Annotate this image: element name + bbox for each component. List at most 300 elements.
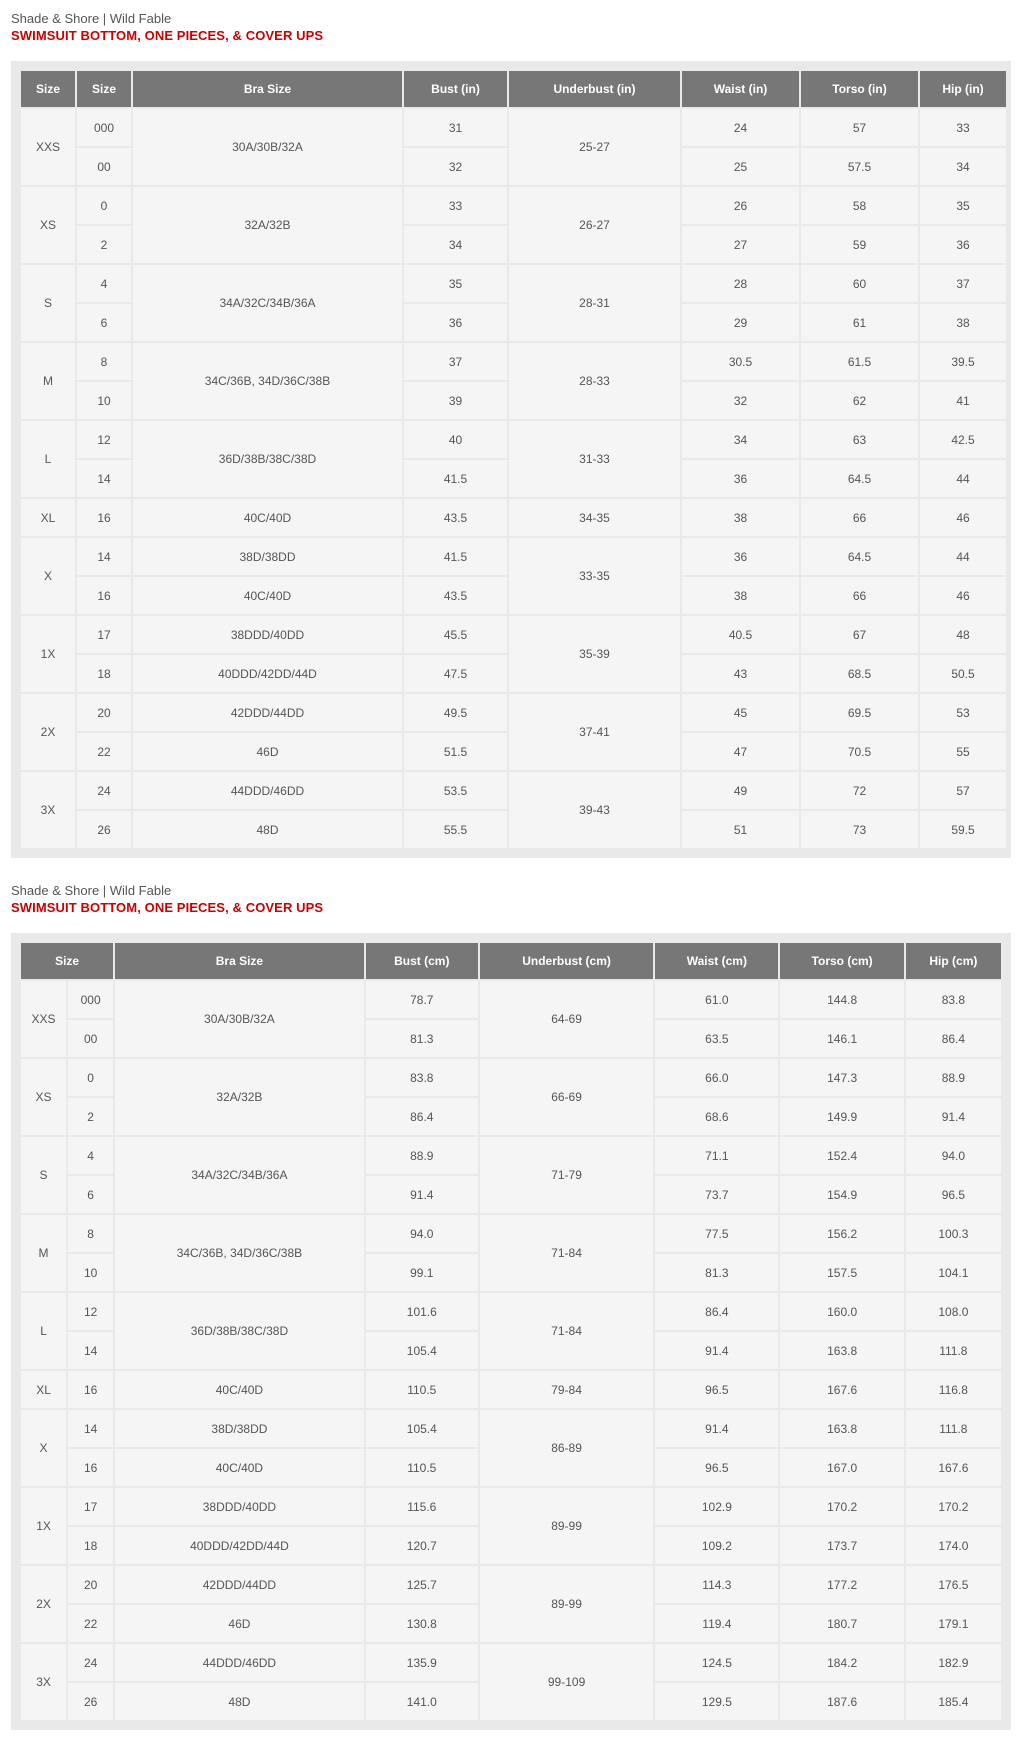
size-number-cell: 8 xyxy=(68,1215,113,1252)
underbust-cell: 25-27 xyxy=(509,109,680,185)
table-row xyxy=(21,981,1001,1018)
chart-title: SWIMSUIT BOTTOM, ONE PIECES, & COVER UPS xyxy=(11,900,324,915)
hip-cell: 176.5 xyxy=(906,1566,1001,1603)
table-row xyxy=(21,538,1006,575)
torso-cell: 67 xyxy=(801,616,918,653)
waist-cell: 66.0 xyxy=(655,1059,778,1096)
table-row xyxy=(21,1371,1001,1408)
size-label-cell: M xyxy=(21,343,75,419)
torso-cell: 156.2 xyxy=(780,1215,903,1252)
torso-cell: 144.8 xyxy=(780,981,903,1018)
size-number-cell: 14 xyxy=(77,460,131,497)
waist-cell: 26 xyxy=(682,187,799,224)
bra-size-cell: 42DDD/44DD xyxy=(133,694,402,731)
torso-cell: 146.1 xyxy=(780,1020,903,1057)
waist-cell: 36 xyxy=(682,538,799,575)
bust-cell: 35 xyxy=(404,265,507,302)
header-hip: Hip (cm) xyxy=(906,943,1001,979)
waist-cell: 109.2 xyxy=(655,1527,778,1564)
header-size: Size xyxy=(21,943,113,979)
size-label-cell: 2X xyxy=(21,694,75,770)
bust-cell: 110.5 xyxy=(366,1371,478,1408)
hip-cell: 185.4 xyxy=(906,1683,1001,1720)
torso-cell: 149.9 xyxy=(780,1098,903,1135)
inches-size-chart-section xyxy=(11,10,1011,858)
size-table-centimeters xyxy=(19,941,1003,1722)
bust-cell: 53.5 xyxy=(404,772,507,809)
size-number-cell: 2 xyxy=(68,1098,113,1135)
underbust-cell: 71-79 xyxy=(480,1137,653,1213)
underbust-cell: 39-43 xyxy=(509,772,680,848)
size-number-cell: 000 xyxy=(77,109,131,146)
bra-size-cell: 40C/40D xyxy=(115,1449,364,1486)
size-number-cell: 6 xyxy=(68,1176,113,1213)
size-number-cell: 16 xyxy=(77,499,131,536)
table-row xyxy=(21,1137,1001,1174)
size-number-cell: 17 xyxy=(68,1488,113,1525)
underbust-cell: 28-33 xyxy=(509,343,680,419)
table-row xyxy=(21,109,1006,146)
bra-size-cell: 46D xyxy=(133,733,402,770)
size-number-cell: 12 xyxy=(68,1293,113,1330)
underbust-cell: 89-99 xyxy=(480,1566,653,1642)
size-label-cell: XXS xyxy=(21,981,66,1057)
header-torso: Torso (in) xyxy=(801,71,918,107)
bust-cell: 36 xyxy=(404,304,507,341)
torso-cell: 60 xyxy=(801,265,918,302)
hip-cell: 37 xyxy=(920,265,1006,302)
bust-cell: 101.6 xyxy=(366,1293,478,1330)
hip-cell: 111.8 xyxy=(906,1332,1001,1369)
torso-cell: 173.7 xyxy=(780,1527,903,1564)
header-underbust: Underbust (in) xyxy=(509,71,680,107)
hip-cell: 53 xyxy=(920,694,1006,731)
table-row xyxy=(21,1410,1001,1447)
bra-size-cell: 36D/38B/38C/38D xyxy=(115,1293,364,1369)
underbust-cell: 71-84 xyxy=(480,1293,653,1369)
underbust-cell: 64-69 xyxy=(480,981,653,1057)
size-number-cell: 2 xyxy=(77,226,131,263)
waist-cell: 91.4 xyxy=(655,1332,778,1369)
hip-cell: 57 xyxy=(920,772,1006,809)
waist-cell: 24 xyxy=(682,109,799,146)
torso-cell: 187.6 xyxy=(780,1683,903,1720)
header-waist: Waist (cm) xyxy=(655,943,778,979)
table-row xyxy=(21,1644,1001,1681)
size-label-cell: L xyxy=(21,1293,66,1369)
header-waist: Waist (in) xyxy=(682,71,799,107)
size-number-cell: 22 xyxy=(77,733,131,770)
brand-line: Shade & Shore | Wild Fable xyxy=(11,883,172,898)
bra-size-cell: 44DDD/46DD xyxy=(115,1644,364,1681)
torso-cell: 157.5 xyxy=(780,1254,903,1291)
size-label-cell: 3X xyxy=(21,1644,66,1720)
bust-cell: 51.5 xyxy=(404,733,507,770)
size-number-cell: 6 xyxy=(77,304,131,341)
header-bust: Bust (in) xyxy=(404,71,507,107)
hip-cell: 35 xyxy=(920,187,1006,224)
size-number-cell: 14 xyxy=(68,1410,113,1447)
hip-cell: 33 xyxy=(920,109,1006,146)
size-number-cell: 4 xyxy=(68,1137,113,1174)
size-label-cell: 2X xyxy=(21,1566,66,1642)
underbust-cell: 66-69 xyxy=(480,1059,653,1135)
chart-title: SWIMSUIT BOTTOM, ONE PIECES, & COVER UPS xyxy=(11,28,324,43)
waist-cell: 102.9 xyxy=(655,1488,778,1525)
hip-cell: 116.8 xyxy=(906,1371,1001,1408)
bust-cell: 81.3 xyxy=(366,1020,478,1057)
hip-cell: 46 xyxy=(920,577,1006,614)
bust-cell: 55.5 xyxy=(404,811,507,848)
bust-cell: 130.8 xyxy=(366,1605,478,1642)
table-panel xyxy=(11,933,1011,1730)
size-label-cell: S xyxy=(21,265,75,341)
bust-cell: 105.4 xyxy=(366,1332,478,1369)
size-number-cell: 26 xyxy=(68,1683,113,1720)
hip-cell: 41 xyxy=(920,382,1006,419)
waist-cell: 34 xyxy=(682,421,799,458)
table-row xyxy=(21,616,1006,653)
size-number-cell: 26 xyxy=(77,811,131,848)
waist-cell: 51 xyxy=(682,811,799,848)
size-number-cell: 00 xyxy=(77,148,131,185)
bra-size-cell: 44DDD/46DD xyxy=(133,772,402,809)
torso-cell: 63 xyxy=(801,421,918,458)
size-label-cell: 3X xyxy=(21,772,75,848)
bust-cell: 110.5 xyxy=(366,1449,478,1486)
waist-cell: 49 xyxy=(682,772,799,809)
size-table-inches xyxy=(19,69,1008,850)
hip-cell: 34 xyxy=(920,148,1006,185)
size-number-cell: 24 xyxy=(77,772,131,809)
hip-cell: 108.0 xyxy=(906,1293,1001,1330)
underbust-cell: 99-109 xyxy=(480,1644,653,1720)
waist-cell: 30.5 xyxy=(682,343,799,380)
header-hip: Hip (in) xyxy=(920,71,1006,107)
waist-cell: 28 xyxy=(682,265,799,302)
size-label-cell: S xyxy=(21,1137,66,1213)
bra-size-cell: 32A/32B xyxy=(133,187,402,263)
bust-cell: 83.8 xyxy=(366,1059,478,1096)
bra-size-cell: 30A/30B/32A xyxy=(115,981,364,1057)
hip-cell: 55 xyxy=(920,733,1006,770)
waist-cell: 63.5 xyxy=(655,1020,778,1057)
hip-cell: 174.0 xyxy=(906,1527,1001,1564)
size-label-cell: XS xyxy=(21,187,75,263)
bra-size-cell: 38D/38DD xyxy=(133,538,402,575)
size-number-cell: 0 xyxy=(68,1059,113,1096)
hip-cell: 94.0 xyxy=(906,1137,1001,1174)
size-number-cell: 0 xyxy=(77,187,131,224)
waist-cell: 124.5 xyxy=(655,1644,778,1681)
bust-cell: 39 xyxy=(404,382,507,419)
waist-cell: 129.5 xyxy=(655,1683,778,1720)
bust-cell: 37 xyxy=(404,343,507,380)
size-label-cell: 1X xyxy=(21,616,75,692)
table-row xyxy=(21,694,1006,731)
header-torso: Torso (cm) xyxy=(780,943,903,979)
table-row xyxy=(21,1059,1001,1096)
underbust-cell: 26-27 xyxy=(509,187,680,263)
size-number-cell: 16 xyxy=(68,1371,113,1408)
torso-cell: 163.8 xyxy=(780,1410,903,1447)
hip-cell: 46 xyxy=(920,499,1006,536)
hip-cell: 83.8 xyxy=(906,981,1001,1018)
bra-size-cell: 34C/36B, 34D/36C/38B xyxy=(115,1215,364,1291)
hip-cell: 104.1 xyxy=(906,1254,1001,1291)
waist-cell: 81.3 xyxy=(655,1254,778,1291)
torso-cell: 177.2 xyxy=(780,1566,903,1603)
bust-cell: 49.5 xyxy=(404,694,507,731)
bust-cell: 45.5 xyxy=(404,616,507,653)
bra-size-cell: 38D/38DD xyxy=(115,1410,364,1447)
underbust-cell: 28-31 xyxy=(509,265,680,341)
bust-cell: 78.7 xyxy=(366,981,478,1018)
bust-cell: 34 xyxy=(404,226,507,263)
torso-cell: 66 xyxy=(801,499,918,536)
size-number-cell: 24 xyxy=(68,1644,113,1681)
centimeters-size-chart-section xyxy=(11,882,1011,1730)
bra-size-cell: 42DDD/44DD xyxy=(115,1566,364,1603)
hip-cell: 182.9 xyxy=(906,1644,1001,1681)
bra-size-cell: 40DDD/42DD/44D xyxy=(115,1527,364,1564)
waist-cell: 96.5 xyxy=(655,1371,778,1408)
hip-cell: 96.5 xyxy=(906,1176,1001,1213)
bust-cell: 141.0 xyxy=(366,1683,478,1720)
hip-cell: 48 xyxy=(920,616,1006,653)
table-row xyxy=(21,343,1006,380)
size-number-cell: 20 xyxy=(68,1566,113,1603)
bust-cell: 41.5 xyxy=(404,460,507,497)
size-number-cell: 16 xyxy=(68,1449,113,1486)
size-number-cell: 14 xyxy=(77,538,131,575)
underbust-cell: 31-33 xyxy=(509,421,680,497)
torso-cell: 163.8 xyxy=(780,1332,903,1369)
waist-cell: 61.0 xyxy=(655,981,778,1018)
underbust-cell: 34-35 xyxy=(509,499,680,536)
torso-cell: 62 xyxy=(801,382,918,419)
bra-size-cell: 38DDD/40DD xyxy=(115,1488,364,1525)
bust-cell: 41.5 xyxy=(404,538,507,575)
table-row xyxy=(21,187,1006,224)
size-number-cell: 10 xyxy=(77,382,131,419)
bra-size-cell: 40C/40D xyxy=(133,499,402,536)
torso-cell: 147.3 xyxy=(780,1059,903,1096)
underbust-cell: 86-89 xyxy=(480,1410,653,1486)
size-label-cell: XL xyxy=(21,1371,66,1408)
waist-cell: 27 xyxy=(682,226,799,263)
table-row xyxy=(21,421,1006,458)
size-number-cell: 4 xyxy=(77,265,131,302)
size-number-cell: 17 xyxy=(77,616,131,653)
waist-cell: 86.4 xyxy=(655,1293,778,1330)
waist-cell: 96.5 xyxy=(655,1449,778,1486)
size-number-cell: 14 xyxy=(68,1332,113,1369)
waist-cell: 29 xyxy=(682,304,799,341)
underbust-cell: 33-35 xyxy=(509,538,680,614)
torso-cell: 184.2 xyxy=(780,1644,903,1681)
table-panel xyxy=(11,61,1011,858)
bra-size-cell: 34C/36B, 34D/36C/38B xyxy=(133,343,402,419)
waist-cell: 38 xyxy=(682,499,799,536)
size-label-cell: XS xyxy=(21,1059,66,1135)
hip-cell: 88.9 xyxy=(906,1059,1001,1096)
waist-cell: 25 xyxy=(682,148,799,185)
size-number-cell: 20 xyxy=(77,694,131,731)
size-label-cell: XL xyxy=(21,499,75,536)
size-number-cell: 00 xyxy=(68,1020,113,1057)
header-bust: Bust (cm) xyxy=(366,943,478,979)
waist-cell: 36 xyxy=(682,460,799,497)
bust-cell: 115.6 xyxy=(366,1488,478,1525)
waist-cell: 43 xyxy=(682,655,799,692)
bust-cell: 33 xyxy=(404,187,507,224)
hip-cell: 59.5 xyxy=(920,811,1006,848)
torso-cell: 57 xyxy=(801,109,918,146)
header-underbust: Underbust (cm) xyxy=(480,943,653,979)
bust-cell: 99.1 xyxy=(366,1254,478,1291)
torso-cell: 64.5 xyxy=(801,538,918,575)
header-bra-size: Bra Size xyxy=(133,71,402,107)
table-row xyxy=(21,499,1006,536)
waist-cell: 77.5 xyxy=(655,1215,778,1252)
bra-size-cell: 32A/32B xyxy=(115,1059,364,1135)
bust-cell: 120.7 xyxy=(366,1527,478,1564)
bust-cell: 88.9 xyxy=(366,1137,478,1174)
torso-cell: 152.4 xyxy=(780,1137,903,1174)
torso-cell: 61.5 xyxy=(801,343,918,380)
hip-cell: 167.6 xyxy=(906,1449,1001,1486)
bra-size-cell: 36D/38B/38C/38D xyxy=(133,421,402,497)
size-number-cell: 16 xyxy=(77,577,131,614)
bra-size-cell: 46D xyxy=(115,1605,364,1642)
torso-cell: 73 xyxy=(801,811,918,848)
size-number-cell: 12 xyxy=(77,421,131,458)
hip-cell: 100.3 xyxy=(906,1215,1001,1252)
waist-cell: 40.5 xyxy=(682,616,799,653)
torso-cell: 154.9 xyxy=(780,1176,903,1213)
torso-cell: 59 xyxy=(801,226,918,263)
hip-cell: 44 xyxy=(920,538,1006,575)
bra-size-cell: 40C/40D xyxy=(115,1371,364,1408)
hip-cell: 111.8 xyxy=(906,1410,1001,1447)
torso-cell: 69.5 xyxy=(801,694,918,731)
bust-cell: 43.5 xyxy=(404,577,507,614)
size-number-cell: 18 xyxy=(77,655,131,692)
underbust-cell: 71-84 xyxy=(480,1215,653,1291)
size-number-cell: 10 xyxy=(68,1254,113,1291)
table-row xyxy=(21,1293,1001,1330)
bust-cell: 135.9 xyxy=(366,1644,478,1681)
waist-cell: 71.1 xyxy=(655,1137,778,1174)
underbust-cell: 35-39 xyxy=(509,616,680,692)
torso-cell: 66 xyxy=(801,577,918,614)
size-number-cell: 000 xyxy=(68,981,113,1018)
hip-cell: 44 xyxy=(920,460,1006,497)
waist-cell: 73.7 xyxy=(655,1176,778,1213)
waist-cell: 38 xyxy=(682,577,799,614)
bust-cell: 40 xyxy=(404,421,507,458)
table-row xyxy=(21,265,1006,302)
torso-cell: 72 xyxy=(801,772,918,809)
torso-cell: 58 xyxy=(801,187,918,224)
underbust-cell: 89-99 xyxy=(480,1488,653,1564)
header-bra-size: Bra Size xyxy=(115,943,364,979)
waist-cell: 91.4 xyxy=(655,1410,778,1447)
bust-cell: 94.0 xyxy=(366,1215,478,1252)
hip-cell: 36 xyxy=(920,226,1006,263)
brand-line: Shade & Shore | Wild Fable xyxy=(11,11,172,26)
bra-size-cell: 38DDD/40DD xyxy=(133,616,402,653)
torso-cell: 180.7 xyxy=(780,1605,903,1642)
bust-cell: 86.4 xyxy=(366,1098,478,1135)
size-label-cell: 1X xyxy=(21,1488,66,1564)
torso-cell: 167.6 xyxy=(780,1371,903,1408)
size-number-cell: 8 xyxy=(77,343,131,380)
bra-size-cell: 40C/40D xyxy=(133,577,402,614)
size-label-cell: XXS xyxy=(21,109,75,185)
size-label-cell: M xyxy=(21,1215,66,1291)
torso-cell: 167.0 xyxy=(780,1449,903,1486)
bust-cell: 91.4 xyxy=(366,1176,478,1213)
waist-cell: 68.6 xyxy=(655,1098,778,1135)
bust-cell: 43.5 xyxy=(404,499,507,536)
bra-size-cell: 30A/30B/32A xyxy=(133,109,402,185)
hip-cell: 50.5 xyxy=(920,655,1006,692)
torso-cell: 170.2 xyxy=(780,1488,903,1525)
table-row xyxy=(21,1488,1001,1525)
bra-size-cell: 40DDD/42DD/44D xyxy=(133,655,402,692)
bust-cell: 32 xyxy=(404,148,507,185)
underbust-cell: 79-84 xyxy=(480,1371,653,1408)
hip-cell: 42.5 xyxy=(920,421,1006,458)
bra-size-cell: 34A/32C/34B/36A xyxy=(115,1137,364,1213)
bra-size-cell: 34A/32C/34B/36A xyxy=(133,265,402,341)
table-row xyxy=(21,1215,1001,1252)
torso-cell: 57.5 xyxy=(801,148,918,185)
size-number-cell: 22 xyxy=(68,1605,113,1642)
torso-cell: 61 xyxy=(801,304,918,341)
table-row xyxy=(21,772,1006,809)
hip-cell: 38 xyxy=(920,304,1006,341)
bust-cell: 31 xyxy=(404,109,507,146)
size-label-cell: X xyxy=(21,1410,66,1486)
hip-cell: 179.1 xyxy=(906,1605,1001,1642)
waist-cell: 119.4 xyxy=(655,1605,778,1642)
hip-cell: 91.4 xyxy=(906,1098,1001,1135)
bust-cell: 105.4 xyxy=(366,1410,478,1447)
waist-cell: 45 xyxy=(682,694,799,731)
torso-cell: 160.0 xyxy=(780,1293,903,1330)
waist-cell: 32 xyxy=(682,382,799,419)
hip-cell: 39.5 xyxy=(920,343,1006,380)
header-size-number: Size xyxy=(77,71,131,107)
table-row xyxy=(21,1566,1001,1603)
header-row xyxy=(21,943,1001,979)
header-row xyxy=(21,71,1006,107)
bra-size-cell: 48D xyxy=(115,1683,364,1720)
size-number-cell: 18 xyxy=(68,1527,113,1564)
size-label-cell: L xyxy=(21,421,75,497)
bra-size-cell: 48D xyxy=(133,811,402,848)
hip-cell: 170.2 xyxy=(906,1488,1001,1525)
header-size: Size xyxy=(21,71,75,107)
torso-cell: 70.5 xyxy=(801,733,918,770)
underbust-cell: 37-41 xyxy=(509,694,680,770)
waist-cell: 47 xyxy=(682,733,799,770)
bust-cell: 125.7 xyxy=(366,1566,478,1603)
waist-cell: 114.3 xyxy=(655,1566,778,1603)
